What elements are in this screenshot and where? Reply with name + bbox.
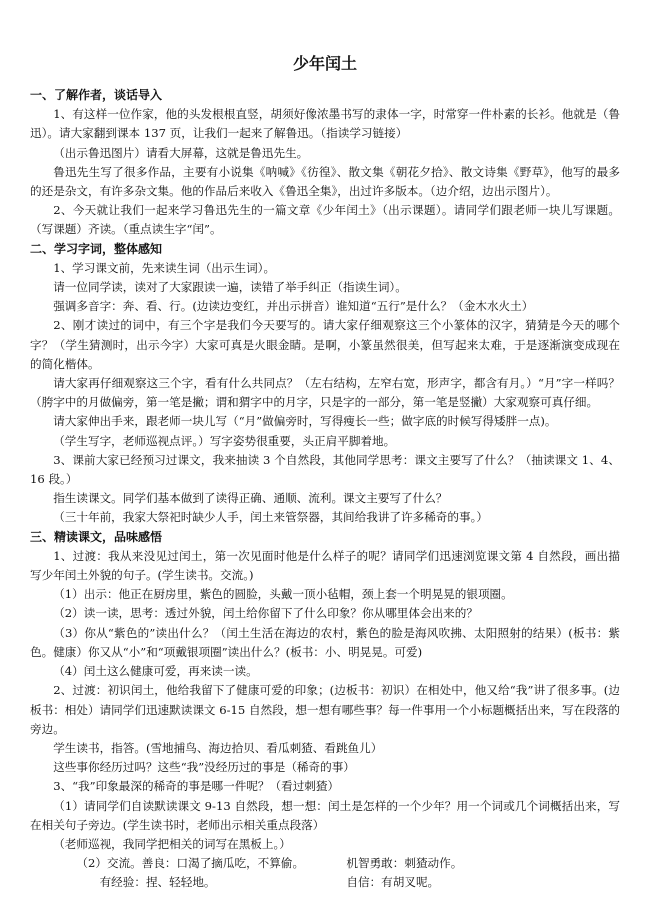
paragraph: 2、过渡：初识闰土，他给我留下了健康可爱的印象；(边板书：初识）在相处中，他又给“我”讲了很多事。(边板书：相处）请同学们迅速默读课文 6-15 自然段，想一想有哪些事？每一件事用一个小标题概括出来，写在段落的旁边。 bbox=[30, 683, 620, 736]
note-experience: 有经验：捏、轻轻地。 bbox=[99, 875, 216, 890]
paragraph: （3）你从“紫色的”读出什么？（闰土生活在海边的农村，紫色的脸是海风吹拂、太阳照射的结果）(板书：紫色。健康）你又从“小”和“项戴银项圈”读出什么？(板书：小、明晃晃。可爱) bbox=[30, 625, 620, 659]
paragraph: 请大家再仔细观察这三个字，看有什么共同点？（左右结构，左窄右宽，形声字，都含有月。）“月”字一样吗？（胯字中的月做偏旁，第一笔是撇；谓和猬字中的月字，只是字的一部分，第一笔是竖撇）大家观察可真仔细。 bbox=[30, 376, 620, 410]
section-2-heading: 二、学习字词，整体感知 bbox=[30, 241, 163, 256]
paragraph: 1、有这样一位作家，他的头发根根直竖，胡须好像浓墨书写的隶体一字，时常穿一件朴素的长衫。他就是（鲁迅）。请大家翻到课本 137 页，让我们一起来了解鲁迅。（指读学习链接） bbox=[30, 107, 620, 141]
section-1-heading: 一、了解作者，谈话导入 bbox=[30, 88, 163, 102]
paragraph: （出示鲁迅图片）请看大屏幕，这就是鲁迅先生。 bbox=[53, 145, 309, 160]
paragraph: 1、学习课文前，先来读生词（出示生词）。 bbox=[53, 260, 276, 275]
note-confident: 自信：有胡叉呢。 bbox=[346, 875, 440, 890]
paragraph: 3、课前大家已经预习过课文，我来抽读 3 个自然段，其他同学思考：课文主要写了什么？（抽读课文 1、4、16 段。） bbox=[30, 452, 620, 487]
paragraph: 强调多音字：奔、看、行。(边读边变红，并出示拼音）谁知道“五行”是什么？（金木水火土） bbox=[53, 299, 534, 314]
paragraph: 指生读课文。同学们基本做到了读得正确、通顺、流利。课文主要写了什么？ bbox=[53, 491, 448, 506]
paragraph: （2）读一读，思考：透过外貌，闰土给你留下了什么印象？你从哪里体会出来的？ bbox=[53, 606, 478, 621]
paragraph: 学生读书，指答。(雪地捕鸟、海边拾贝、看瓜刺猹、看跳鱼儿） bbox=[53, 740, 383, 755]
paragraph: （老师巡视，我同学把相关的词写在黑板上。） bbox=[53, 836, 291, 851]
paragraph: 3、“我”印象最深的稀奇的事是哪一件呢？（看过刺猹） bbox=[53, 779, 340, 794]
note-brave: 机智勇敢：刺猹动作。 bbox=[346, 856, 463, 871]
paragraph: 2、刚才读过的词中，有三个字是我们今天要写的。请大家仔细观察这三个小篆体的汉字，猜猜是今天的哪个字？（学生猜测时，出示今字）大家可真是火眼金睛。是啊，小篆虽然很美，但写起来太难，于是逐渐演变成现在的简化楷体。 bbox=[30, 318, 620, 371]
paragraph: （1）请同学们自读默读课文 9-13 自然段，想一想：闰土是怎样的一个少年？用一个词或几个词概括出来，写在相关句子旁边。(学生读书时，老师出示相关重点段落） bbox=[30, 798, 620, 832]
paragraph: 这些事你经历过吗？这些“我”没经历过的事是（稀奇的事） bbox=[53, 760, 355, 775]
page-title: 少年闰土 bbox=[292, 54, 357, 73]
paragraph: 1、过渡：我从来没见过闰土，第一次见面时他是什么样子的呢？请同学们迅速浏览课文第 4 自然段，画出描写少年闰土外貌的句子。(学生读书。交流。) bbox=[30, 548, 620, 583]
paragraph: 鲁迅先生写了很多作品，主要有小说集《呐喊》《彷徨》、散文集《朝花夕拾》、散文诗集《野草》，他写的最多的还是杂文，有许多杂文集。他的作品后来收入《鲁迅全集》，出过许多版本。（边介绍，边出示图片）。 bbox=[30, 164, 620, 199]
paragraph: （1）出示：他正在厨房里，紫色的圆脸，头戴一顶小毡帽，颈上套一个明晃晃的银项圈。 bbox=[53, 587, 513, 602]
paragraph: （学生写字，老师巡视点评。）写字姿势很重要，头正肩平脚着地。 bbox=[53, 433, 396, 448]
paragraph: （4）闰土这么健康可爱，再来读一读。 bbox=[53, 664, 258, 679]
paragraph: 请大家伸出手来，跟老师一块儿写（“月”做偏旁时，写得瘦长一些；做字底的时候写得矮胖一点)。 bbox=[53, 414, 557, 429]
board-notes-row bbox=[30, 854, 620, 873]
paragraph: 2、今天就让我们一起来学习鲁迅先生的一篇文章《少年闰土》（出示课题）。请同学们跟老师一块儿写课题。（写课题）齐读。（重点读生字“闰”。 bbox=[30, 203, 620, 237]
board-notes-row bbox=[30, 873, 620, 892]
paragraph: （三十年前，我家大祭祀时缺少人手，闰土来管祭器，其间给我讲了许多稀奇的事。） bbox=[53, 510, 488, 525]
note-kind: （2）交流。善良：口渴了摘瓜吃，不算偷。 bbox=[76, 856, 305, 871]
paragraph: 请一位同学读，读对了大家跟读一遍，读错了举手纠正（指读生词）。 bbox=[53, 280, 407, 295]
section-3-heading: 三、精读课文，品味感悟 bbox=[30, 529, 163, 544]
